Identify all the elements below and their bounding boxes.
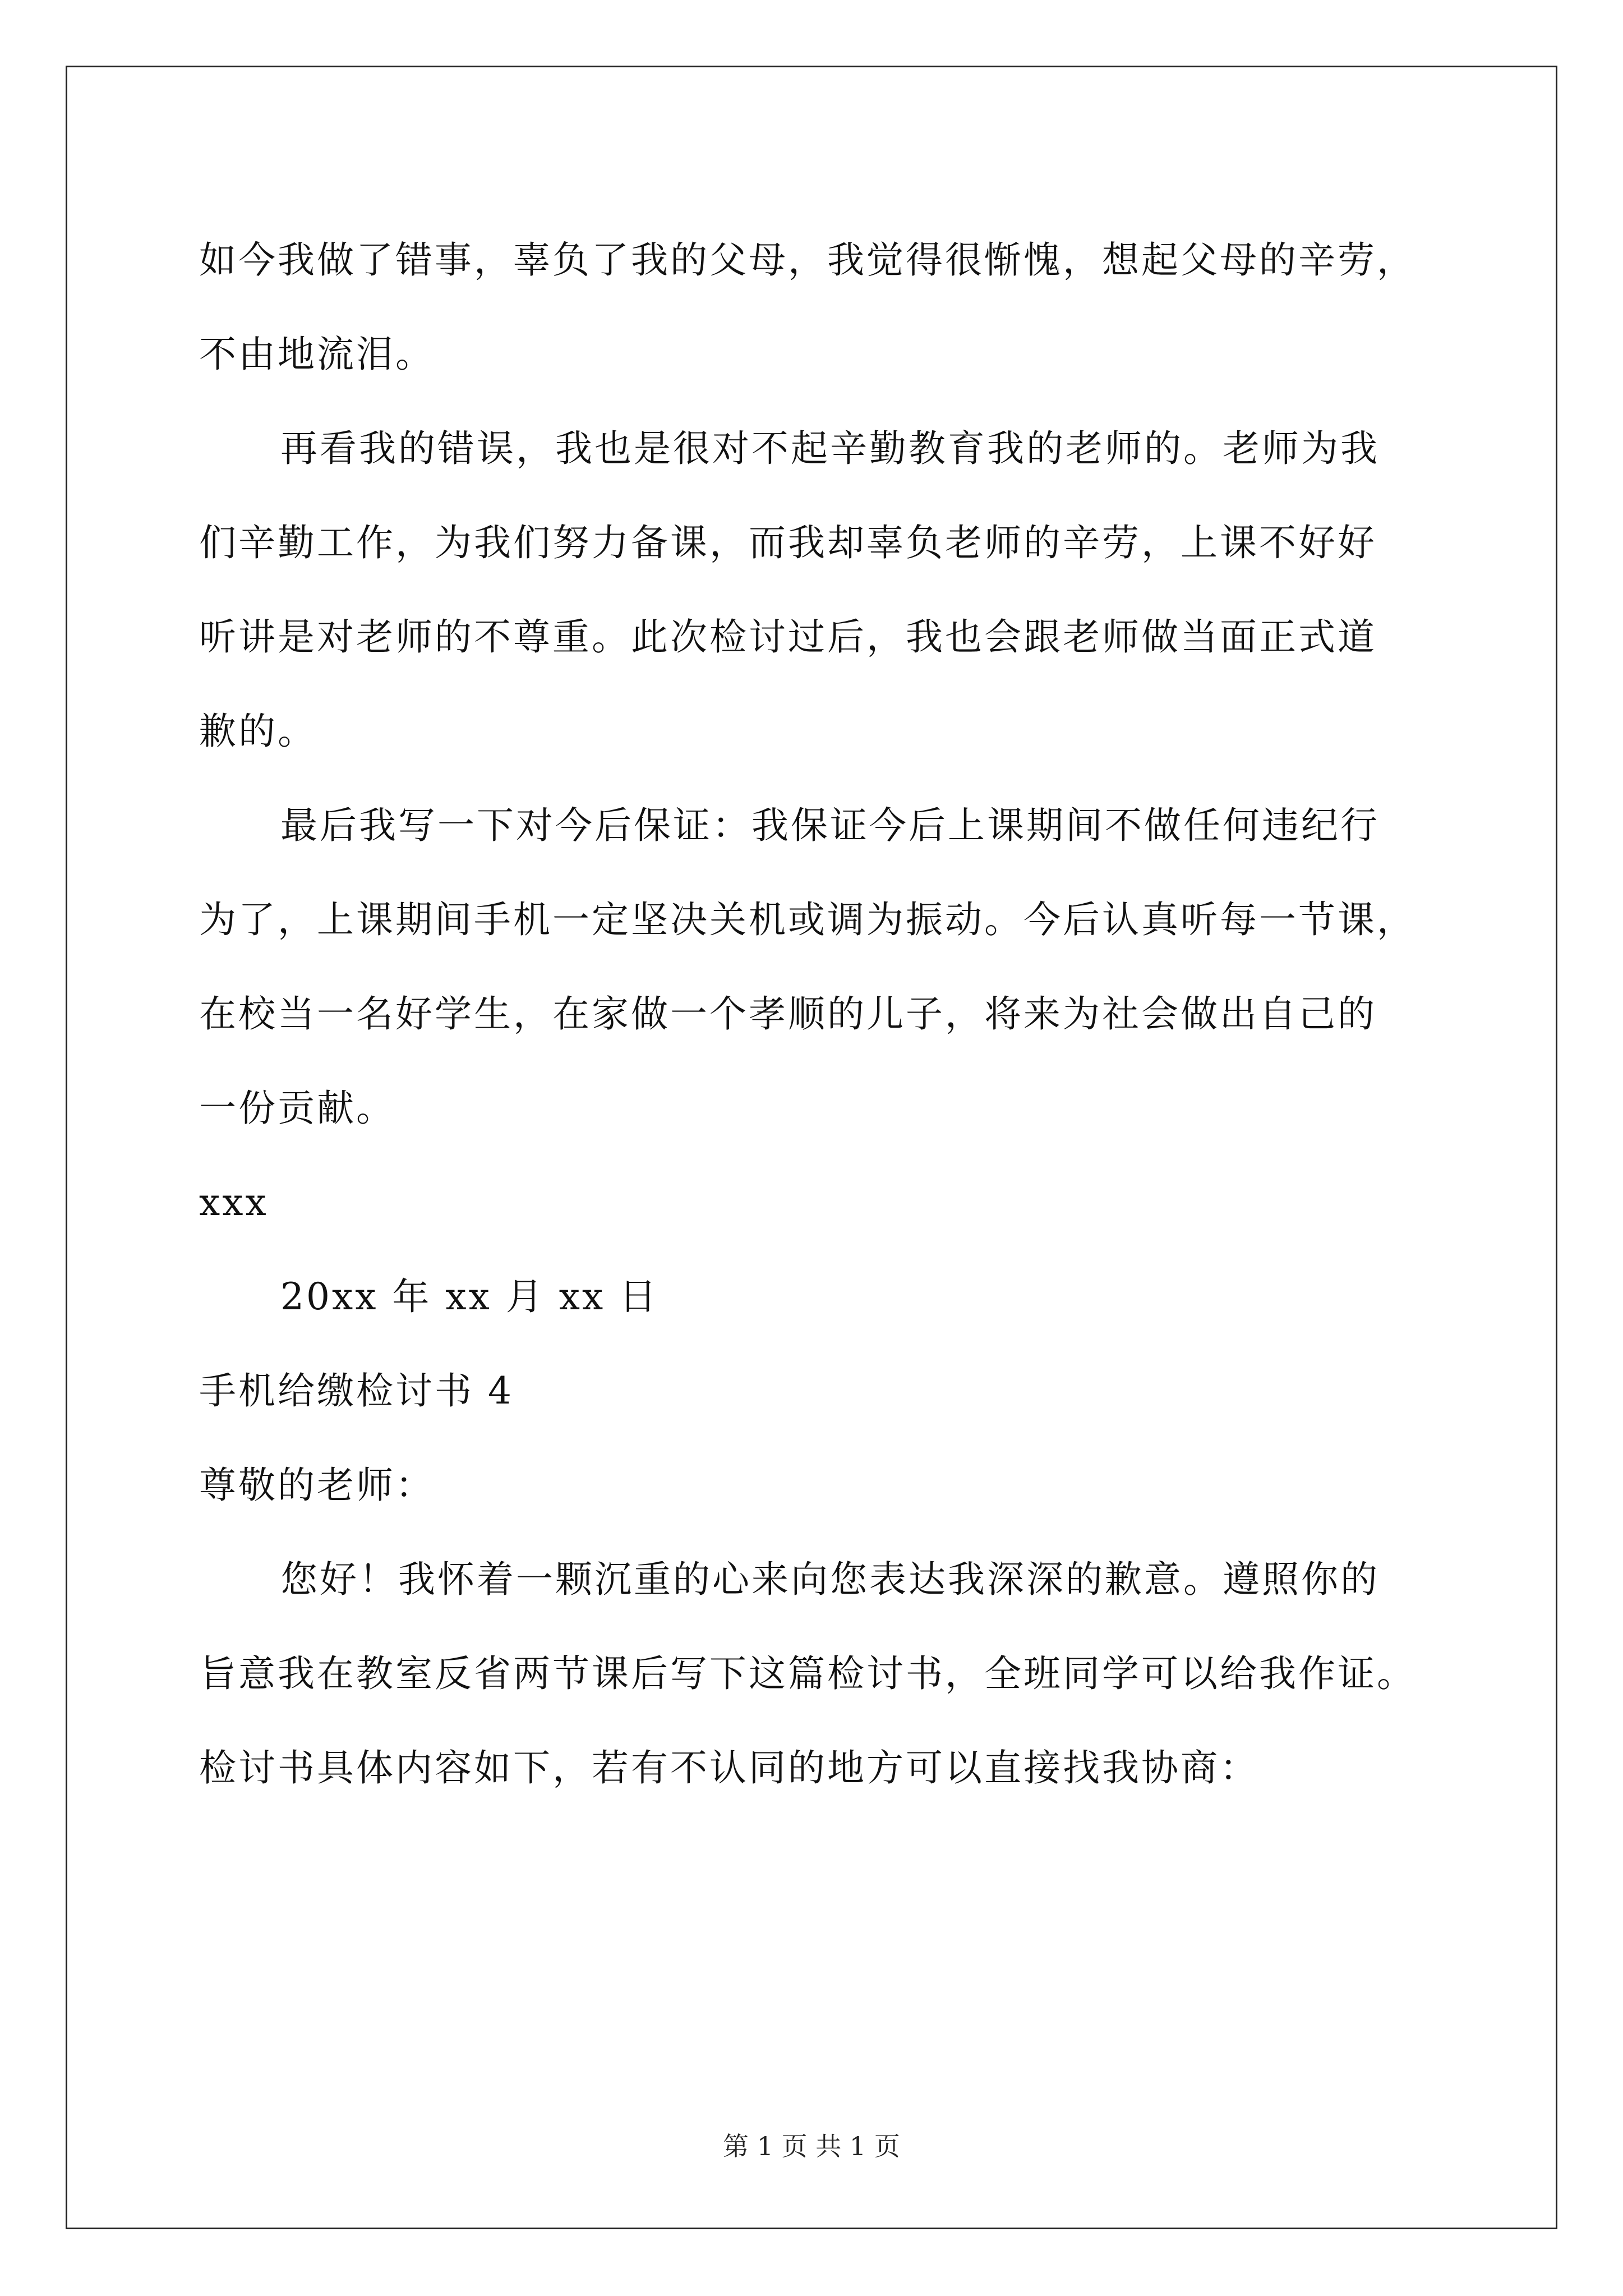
text-line: 您好！我怀着一颗沉重的心来向您表达我深深的歉意。遵照你的 — [280, 1558, 1380, 1601]
text-line: 一份贡献。 — [199, 1087, 395, 1130]
text-line: 最后我写一下对今后保证：我保证今后上课期间不做任何违纪行 — [280, 804, 1380, 847]
text-line: 检讨书具体内容如下，若有不认同的地方可以直接找我协商： — [199, 1746, 1259, 1789]
page-footer: 第 1 页 共 1 页 — [723, 2131, 900, 2161]
salutation: 尊敬的老师： — [199, 1464, 435, 1507]
document-body — [199, 213, 1472, 1815]
text-line: 不由地流泪。 — [199, 333, 435, 376]
signature-name: xxx — [199, 1181, 269, 1224]
text-line: 如今我做了错事，辜负了我的父母，我觉得很惭愧，想起父母的辛劳， — [199, 238, 1416, 282]
text-line: 在校当一名好学生，在家做一个孝顺的儿子，将来为社会做出自己的 — [199, 992, 1377, 1036]
text-line: 们辛勤工作，为我们努力备课，而我却辜负老师的辛劳，上课不好好 — [199, 521, 1377, 564]
text-line: 歉的。 — [199, 710, 317, 753]
section-title: 手机给缴检讨书 4 — [199, 1369, 514, 1412]
text-line: 听讲是对老师的不尊重。此次检讨过后，我也会跟老师做当面正式道 — [199, 615, 1377, 659]
text-line: 再看我的错误，我也是很对不起辛勤教育我的老师的。老师为我 — [280, 427, 1380, 470]
signature-date: 20xx 年 xx 月 xx 日 — [280, 1275, 659, 1318]
text-line: 旨意我在教室反省两节课后写下这篇检讨书，全班同学可以给我作证。 — [199, 1652, 1416, 1695]
text-line: 为了，上课期间手机一定坚决关机或调为振动。今后认真听每一节课， — [199, 898, 1416, 941]
